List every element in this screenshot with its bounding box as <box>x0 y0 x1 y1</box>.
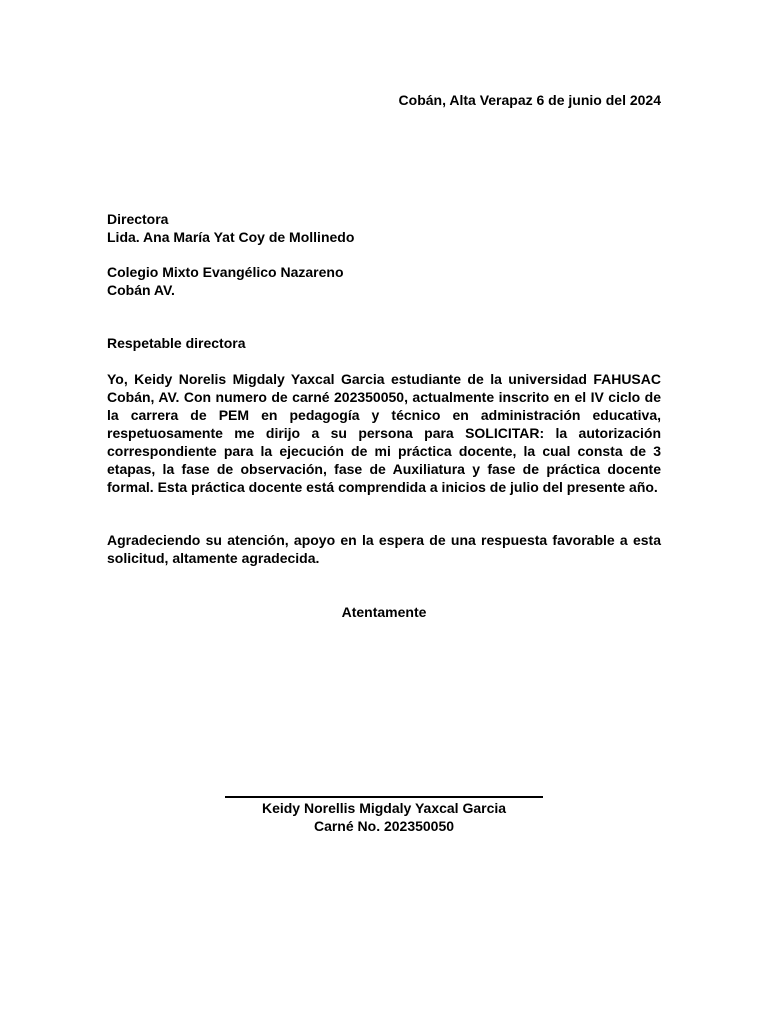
closing-paragraph: Agradeciendo su atención, apoyo en la espera de una respuesta favorable a esta solicitud, altamente agradecida. <box>107 532 661 566</box>
farewell: Atentamente <box>341 604 427 620</box>
signature-id: Carné No. 202350050 <box>313 818 455 834</box>
recipient-block <box>107 210 661 246</box>
recipient-name: Lida. Ana María Yat Coy de Mollinedo <box>107 229 355 245</box>
signature-line <box>225 796 543 798</box>
institution-location: Cobán AV. <box>107 282 175 298</box>
recipient-title: Directora <box>107 211 169 227</box>
signature-name: Keidy Norellis Migdaly Yaxcal Garcia <box>261 800 507 816</box>
institution-block <box>107 263 661 299</box>
salutation: Respetable directora <box>107 335 246 351</box>
date-line: Cobán, Alta Verapaz 6 de junio del 2024 <box>398 92 661 108</box>
institution-name: Colegio Mixto Evangélico Nazareno <box>107 264 344 280</box>
body-paragraph: Yo, Keidy Norelis Migdaly Yaxcal Garcia estudiante de la universidad FAHUSAC Cobán, AV. Con numero de carné 202350050, actualmente inscrito en el IV ciclo de la carrera de PEM en pedagogía y técnico en administración educativa, respetuosamente me dirijo a su persona para SOLICITAR: la autorización correspondiente para la ejecución de mi práctica docente, la cual consta de 3 etapas, la fase de observación, fase de Auxiliatura y fase de práctica docente formal. Esta práctica docente está comprendida a inicios de julio del presente año. <box>107 371 661 495</box>
signature-block <box>225 799 543 835</box>
